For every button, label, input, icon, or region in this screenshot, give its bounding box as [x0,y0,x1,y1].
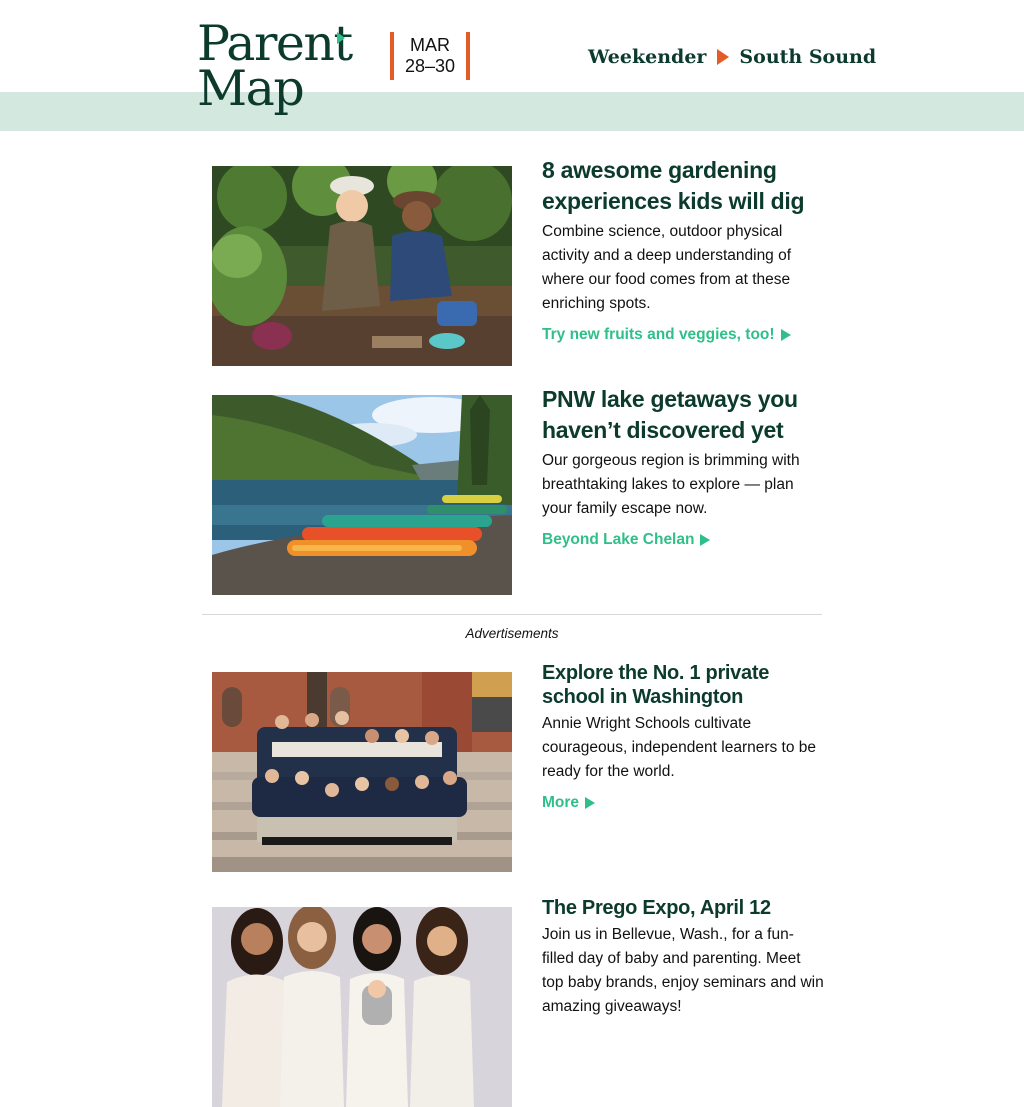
article-link[interactable] [542,531,710,549]
article-link-label: Beyond Lake Chelan [542,531,695,548]
prego-expo-illustration [212,907,512,1107]
article-text [542,384,824,549]
article-link[interactable] [542,326,791,344]
issue-month: MAR [410,35,450,55]
gardening-photo[interactable] [212,166,512,366]
prego-expo-photo[interactable] [212,907,512,1107]
ad-title[interactable]: Explore the No. 1 private school in Washington [542,662,770,708]
parentmap-logo[interactable] [197,14,357,124]
ad-text [542,896,824,1019]
advertisements-label: Advertisements [465,626,559,641]
ad-description: Annie Wright Schools cultivate courageous, independent learners to be ready for the world. [542,715,817,780]
region-label: South Sound [739,46,877,68]
lake-photo[interactable] [212,395,512,595]
ad-text [542,661,824,812]
weekender-label: Weekender [588,46,707,68]
logo-word-map: Map [197,60,304,117]
play-arrow-icon [700,534,710,546]
logo-word-parent: Parent [197,15,352,72]
article-title[interactable]: PNW lake getaways you haven’t discovered yet [542,386,798,443]
ad-more-link[interactable] [542,794,595,812]
article-title[interactable]: 8 awesome gardening experiences kids will dig [542,157,805,214]
ad-link-label: More [542,794,580,811]
article-description: Combine science, outdoor physical activity and a deep understanding of where our food comes from at these enriching spots. [542,223,792,312]
article-link-label: Try new fruits and veggies, too! [542,326,775,343]
lake-illustration [212,395,512,595]
logo-triangle-icon [337,32,345,44]
date-bar-right [466,32,470,80]
issue-date [390,32,470,80]
breadcrumb-arrow-icon [717,49,729,65]
ad-description: Join us in Bellevue, Wash., for a fun-filled day of baby and parenting. Meet top baby brands, enjoy seminars and win amazing giveaways! [542,926,824,1015]
play-arrow-icon [585,797,595,809]
play-arrow-icon [781,329,791,341]
ad-title[interactable]: The Prego Expo, April 12 [542,897,771,919]
school-illustration [212,672,512,872]
school-photo[interactable] [212,672,512,872]
gardening-illustration [212,166,512,366]
header-band [0,92,1024,131]
section-divider [202,614,822,615]
article-description: Our gorgeous region is brimming with breathtaking lakes to explore — plan your family escape now. [542,452,800,517]
article-text [542,155,824,344]
issue-days: 28–30 [404,56,456,76]
newsletter-breadcrumb [588,44,876,70]
